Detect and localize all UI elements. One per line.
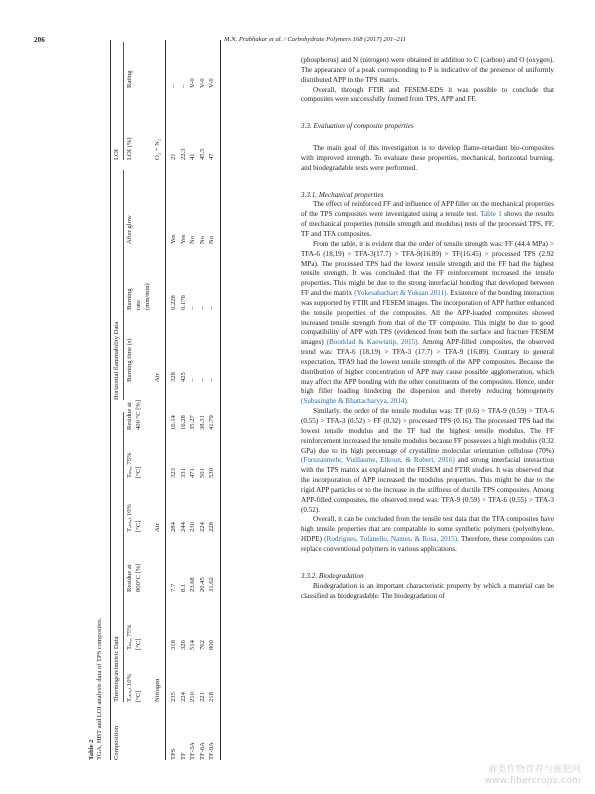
table-cell-t75_n2: 326: [179, 640, 187, 650]
page-number: 206: [34, 36, 45, 44]
hdr-tonset-n2-unit: [°C]: [135, 690, 142, 702]
table-cell-br: 0.228: [170, 295, 177, 310]
table-header-rule: [165, 40, 166, 760]
table-cell-glow: No: [189, 235, 196, 244]
table-cell-comp: TF: [179, 752, 187, 760]
table-cell-comp: TF-9A: [208, 742, 215, 760]
citation-bootklad[interactable]: (Bootklad & Kaewtatip, 2015).: [326, 338, 420, 347]
table-cell-rating: V-0: [208, 78, 215, 88]
hdr-rating: Rating: [126, 70, 133, 88]
table-cell-comp: TPS: [170, 748, 177, 760]
table-cell-t10_n2: 210: [189, 692, 196, 702]
atm-air-tga: Air: [154, 523, 161, 532]
paragraph-3-3: The main goal of this investigation is to develop flame-retardant bio-composites with improved strength. To evaluate these properties, mechanical, horizontal burning, and biodegradable tests were performed.: [301, 144, 554, 172]
table-cell-rating: V-0: [189, 78, 196, 88]
hdr-residue-air: Residue at: [126, 402, 133, 430]
group-loi: LOI: [113, 149, 120, 160]
table-caption: [88, 618, 104, 760]
citation-subasinghe[interactable]: (Subasinghe & Bhattacharyya, 2014).: [301, 397, 409, 406]
atm-nitrogen: Nitrogen: [154, 678, 161, 702]
table-cell-t75_air: 501: [198, 468, 206, 478]
hdr-burning-rate-unit: (mm/min): [144, 283, 151, 310]
table-1-link[interactable]: Table 1: [480, 210, 502, 219]
hdr-tmax-air-unit: [°C]: [135, 466, 142, 478]
table-cell-loi: 41: [189, 153, 196, 160]
table-cell-res_air: 35.27: [189, 415, 196, 430]
table-cell-t10_air: 284: [170, 522, 177, 532]
table-cell-comp: TF-6A: [198, 742, 206, 760]
table-caption-text: TGA, HBT and LOI analysis data of TPS composites.: [96, 617, 104, 760]
table-cell-t10_n2: 224: [179, 692, 187, 702]
table-cell-br: –: [198, 306, 206, 310]
table-cell-br: –: [208, 306, 215, 310]
table-cell-comp: TF-3A: [189, 742, 196, 760]
table-cell-t75_air: 331: [179, 468, 187, 478]
section-heading-3-3: 3.3. Evaluation of composite properties: [301, 122, 414, 131]
hdr-residue-air-unit: 400 °C [%]: [135, 399, 142, 430]
hdr-tonset-n2: Tₒₙₛₑₜ 10%: [126, 673, 133, 702]
body-text-column: [301, 56, 554, 601]
citation-rodrigues[interactable]: (Rodrigues, Tofanello, Nantes, & Rosa, 2015).: [324, 535, 459, 544]
loi-span-rule: [123, 42, 124, 160]
table-label: Table 2: [88, 739, 95, 760]
table-cell-glow: Yes: [170, 234, 177, 244]
table-cell-rating: –: [179, 84, 187, 88]
table-cell-t75_air: 530: [208, 468, 215, 478]
hdr-after-glow: After glow: [126, 215, 133, 244]
table-cell-t75_n2: 762: [198, 640, 206, 650]
atm-air-hbt: Air: [154, 373, 161, 382]
table-cell-t10_air: 244: [179, 522, 187, 532]
paragraph-3-3-1-c: Similarly, the order of the tensile modulus was: TF (0.6) > TFA-9 (0.59) > TFA-6 (0.55) > TFA-3 (0.52) > FF (0.32) > processed TPS (0.16). The processed TPS had the lowest tensile modulus and the TF had the highest tensile modulus. The FF reinforcement increased the tensile modulus because FF possesses a high modulus (0.32 GPa) due to its high percentage of crystalline molecular orientation cellulose (70%) (Foruzanmehr, Vuillaume, Elkoun, & Robert, 2016) and strong interfacial interaction with the TPS matrix as explained in the FESEM and FTIR studies. It was observed that the incorporation of APP increased the modulus properties. This might be due to the rigid APP particles or to the increase in the stiffness of ductile TPS composites. Among APP-filled composites, the observed trend was: TFA-9 (0.59) > TFA-6 (0.55) > TFA-3 (0.52).: [301, 407, 554, 514]
running-title: M.N. Prabhakar et al. / Carbohydrate Polymers 168 (2017) 201–211: [224, 36, 406, 43]
watermark-line-2: www.fibercrops.com: [484, 775, 581, 786]
table-cell-t10_n2: 235: [170, 692, 177, 702]
hdr-burning-rate-2: rate: [135, 300, 142, 310]
table-cell-res_n2: 8.1: [179, 583, 187, 592]
citation-foruzanmehr[interactable]: (Foruzanmehr, Vuillaume, Elkoun, & Robert, 2016): [301, 456, 455, 465]
table-cell-t75_n2: 514: [189, 640, 196, 650]
group-hbt: Horizontal flammability Data: [113, 321, 120, 400]
hdr-tmax-n2: Tₘₐₓ 75%: [126, 624, 133, 650]
table-cell-bt: –: [189, 378, 196, 382]
section-heading-3-3-1: 3.3.1. Mechanical properties: [301, 190, 384, 199]
table-cell-t75_n2: 800: [208, 640, 215, 650]
table-cell-t10_air: 228: [208, 522, 215, 532]
group-tga: Thermogravimetric Data: [113, 636, 120, 702]
paragraph-3-3-1-b: From the table, it is evident that the order of tensile strength was: FF (44.4 MPa) > TFA-6 (18,19) > TFA-3(17.7) > TFA-9(16.89) > TF(16.45) > processed TPS (2.92 MPa). The processed TPS had the lowest tensile strength and the FF had the highest tensile strength. It was concluded that the FF reinforcement increased the tensile properties. This might be due to the strong interfacial bonding that developed between FF and the matrix (Yokesahachart & Yoksan 2011). Existence of the bonding interaction was supported by FTIR and FESEM images. The incorporation of APP further enhanced the tensile properties of the composites. All the APP-loaded composites showed increased tensile strength from that of the TF composite. This might be due to good compatibility of APP with TPS (evidenced from both the surface and fracture FESEM images) (Bootklad & Kaewtatip, 2015). Among APP-filled composites, the observed trend was: TFA-6 (18,19) > TFA-3 (17.7) > TFA-9 (16.89). Contrary to general expectation, TFA9 had the lowest tensile strength of the APP composites. Because the distribution of higher concentration of APP may cause possible agglomeration, which may affect the APP bonding with the other constituents of the composites. Hence, under high filler loading hindering the dispersion and thereby reducing homogeneity (Subasinghe & Bhattacharyya, 2014).: [301, 239, 554, 406]
hdr-residue-n2: Residue at: [126, 564, 133, 592]
section-heading-3-3-2: 3.3.2. Biodegradation: [301, 571, 364, 580]
table-cell-res_n2: 23.68: [189, 577, 196, 592]
table-cell-t75_n2: 318: [170, 640, 177, 650]
hdr-tonset-air-unit: [°C]: [135, 520, 142, 532]
table-cell-t10_air: 224: [198, 522, 206, 532]
table-cell-loi: 45.5: [198, 148, 206, 160]
table-cell-t75_air: 323: [170, 468, 177, 478]
table-cell-glow: No: [198, 235, 206, 244]
hbt-span-rule: [123, 170, 124, 400]
table-cell-br: 0.176: [179, 295, 187, 310]
col-composition: Composition: [113, 725, 120, 760]
hdr-residue-n2-unit: 800°C [%]: [135, 563, 142, 592]
table-cell-t75_air: 471: [189, 468, 196, 478]
table-cell-loi: 47: [208, 153, 215, 160]
paragraph-overall: Overall, through FTIR and FESEM-EDS it was possible to conclude that composites were successfully formed from TPS, APP and FF.: [301, 85, 554, 104]
table-cell-glow: No: [208, 235, 215, 244]
paragraph-3-3-2: Biodegradation is an important characteristic property by which a material can be classified as biodegradable. The biodegradation of: [301, 581, 554, 600]
table-cell-loi: 21: [170, 153, 177, 160]
table-cell-bt: 425: [179, 372, 187, 382]
hdr-tmax-n2-unit: [°C]: [135, 638, 142, 650]
table-cell-glow: Yes: [179, 234, 187, 244]
table-cell-t10_n2: 218: [208, 692, 215, 702]
atm-loi: O₂ + N₂: [154, 138, 161, 160]
table-cell-rating: –: [170, 84, 177, 88]
table-cell-res_n2: 20.45: [198, 577, 206, 592]
table-2: [86, 40, 282, 760]
watermark: [485, 765, 581, 786]
table-cell-bt: 328: [170, 372, 177, 382]
table-bottom-rule: [220, 40, 221, 760]
table-cell-res_air: 16.28: [179, 415, 187, 430]
table-cell-res_n2: 31.62: [208, 577, 215, 592]
paragraph-3-3-1-a: The effect of reinforced FF and influence of APP filler on the mechanical properties of the TPS composites were investigated using a tensile test. Table 1 shows the results of mechanical properties (tensile strength and modulus) tests of the processed TPS, FF, TF and TFA composites.: [301, 200, 554, 238]
table-cell-rating: V-0: [198, 78, 206, 88]
table-cell-t10_n2: 221: [198, 692, 206, 702]
hdr-burning-rate: Burning: [126, 288, 133, 310]
citation-yokesahachart[interactable]: (Yokesahachart & Yoksan 2011).: [354, 289, 449, 298]
table-cell-res_n2: 7.7: [170, 583, 177, 592]
table-cell-res_air: 16.14: [170, 415, 177, 430]
table-cell-t10_air: 230: [189, 522, 196, 532]
hdr-loi-pct: LOI (%): [126, 137, 133, 160]
paragraph-3-3-1-d: Overall, it can be concluded from the tensile test data that the TFA composites have high tensile properties that are comparable to some synthetic polymers (polyethylene, HDPE) (Rodrigues, Tofanello, Nantes, & Rosa, 2015). Therefore, these composites can replace conventional polymers in various applications.: [301, 515, 555, 553]
table-cell-res_air: 38.31: [198, 415, 206, 430]
table-cell-res_air: 41.79: [208, 415, 215, 430]
table-cell-bt: –: [208, 378, 215, 382]
hdr-burning-time: Burning time (s): [126, 338, 133, 382]
hdr-tmax-air: Tₘₐₓ 75%: [126, 452, 133, 478]
table-top-rule: [110, 40, 111, 760]
table-cell-bt: –: [198, 378, 206, 382]
table-cell-br: –: [189, 306, 196, 310]
tga-span-rule: [123, 412, 124, 702]
hdr-tonset-air: Tₒₙₛₑₜ 10%: [126, 503, 133, 532]
paragraph-intro: (phosphorus) and N (nitrogen) were obtained in addition to C (carbon) and O (oxygen). The appearance of a peak corresponding to P is indicative of the presence of uniformly distributed APP in the TPS matrix.: [301, 56, 554, 84]
table-cell-loi: 22.3: [179, 148, 187, 160]
watermark-line-1: 麻类作物营养与施肥网: [487, 765, 581, 775]
